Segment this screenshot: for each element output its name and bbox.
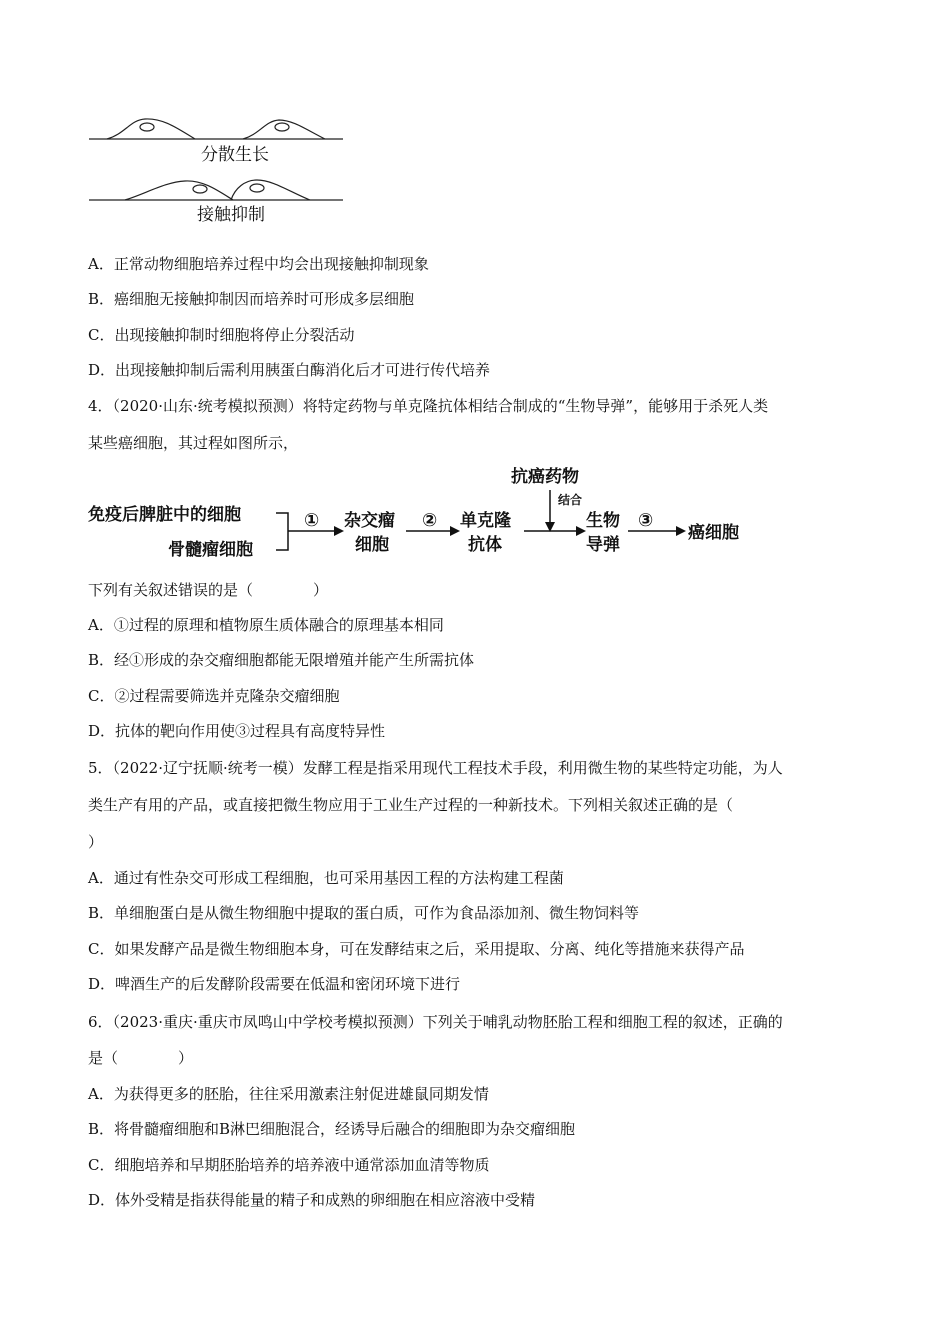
cell-shape: [231, 180, 310, 200]
q5-stem-line1: 5．（2022·辽宁抚顺·统考一模）发酵工程是指采用现代工程技术手段，利用微生物的某些特定功能，为人: [88, 759, 783, 777]
cell-shape: [125, 181, 233, 200]
flow-anticancer-drug: 抗癌药物: [511, 467, 579, 487]
cell-shape: [107, 119, 195, 139]
q5-stem-line3: ）: [88, 833, 104, 851]
q4-option-a: A．①过程的原理和植物原生质体融合的原理基本相同: [88, 616, 444, 634]
q3-option-b: B．癌细胞无接触抑制因而培养时可形成多层细胞: [88, 290, 415, 308]
q6-option-c: C．细胞培养和早期胚胎培养的培养液中通常添加血清等物质: [88, 1156, 490, 1174]
q5-option-c: C．如果发酵产品是微生物细胞本身，可在发酵结束之后，采用提取、分离、纯化等措施来获得产品: [88, 940, 745, 958]
q6-stem-line2: 是（ ）: [88, 1049, 194, 1067]
q6-stem-line1: 6．（2023·重庆·重庆市凤鸣山中学校考模拟预测）下列关于哺乳动物胚胎工程和细胞工程的叙述，正确的: [88, 1013, 783, 1031]
cell-nucleus: [193, 185, 207, 193]
q5-stem-line2: 类生产有用的产品，或直接把微生物应用于工业生产过程的一种新技术。下列相关叙述正确的是（: [88, 796, 734, 814]
q4-stem-line2: 某些癌细胞，其过程如图所示，: [88, 434, 299, 452]
q4-option-c: C．②过程需要筛选并克隆杂交瘤细胞: [88, 687, 340, 705]
flow-step-3: ③: [638, 510, 654, 531]
q5-option-d: D．啤酒生产的后发酵阶段需要在低温和密闭环境下进行: [88, 975, 461, 993]
figure-label-scattered: 分散生长: [201, 145, 269, 165]
q6-option-a: A．为获得更多的胚胎，往往采用激素注射促进雄鼠同期发情: [88, 1085, 489, 1103]
flow-source-myeloma-cells: 骨髓瘤细胞: [168, 540, 253, 560]
arrowhead: [334, 526, 344, 536]
arrowhead: [450, 526, 460, 536]
q4-option-d: D．抗体的靶向作用使③过程具有高度特异性: [88, 722, 386, 740]
monoclonal-flow-figure: [88, 464, 768, 566]
q4-option-b: B．经①形成的杂交瘤细胞都能无限增殖并能产生所需抗体: [88, 651, 475, 669]
cell-nucleus: [275, 123, 289, 131]
flow-hybridoma-line2: 细胞: [355, 535, 389, 555]
arrowhead: [676, 526, 686, 536]
q3-option-a: A．正常动物细胞培养过程中均会出现接触抑制现象: [88, 255, 429, 273]
flow-step-1: ①: [304, 510, 320, 531]
flow-mab-line1: 单克隆: [460, 511, 511, 531]
q3-option-c: C．出现接触抑制时细胞将停止分裂活动: [88, 326, 355, 344]
flow-combine-label: 结合: [558, 493, 583, 507]
flow-target-cancer-cell: 癌细胞: [688, 523, 739, 543]
arrowhead: [576, 526, 586, 536]
q6-option-b: B．将骨髓瘤细胞和B淋巴细胞混合，经诱导后融合的细胞即为杂交瘤细胞: [88, 1120, 576, 1138]
flow-hybridoma-line1: 杂交瘤: [344, 511, 395, 531]
cell-nucleus: [250, 184, 264, 192]
figure-label-contact-inhibition: 接触抑制: [197, 205, 265, 225]
q3-option-d: D．出现接触抑制后需利用胰蛋白酶消化后才可进行传代培养: [88, 361, 491, 379]
flow-missile-line2: 导弹: [586, 535, 620, 555]
q5-option-b: B．单细胞蛋白是从微生物细胞中提取的蛋白质，可作为食品添加剂、微生物饲料等: [88, 904, 640, 922]
flow-bracket: [276, 513, 288, 550]
flow-mab-line2: 抗体: [468, 535, 502, 555]
cell-growth-figure: [85, 108, 347, 228]
flow-source-spleen-cells: 免疫后脾脏中的细胞: [88, 505, 241, 525]
q6-option-d: D．体外受精是指获得能量的精子和成熟的卵细胞在相应溶液中受精: [88, 1191, 536, 1209]
q4-stem-line1: 4．（2020·山东·统考模拟预测）将特定药物与单克隆抗体相结合制成的“生物导弹”，能够用于杀死人类: [88, 397, 769, 415]
cell-nucleus: [140, 123, 154, 131]
q4-question: 下列有关叙述错误的是（ ）: [88, 581, 329, 599]
flow-missile-line1: 生物: [586, 511, 620, 531]
q5-option-a: A．通过有性杂交可形成工程细胞，也可采用基因工程的方法构建工程菌: [88, 869, 564, 887]
flow-step-2: ②: [422, 510, 438, 531]
